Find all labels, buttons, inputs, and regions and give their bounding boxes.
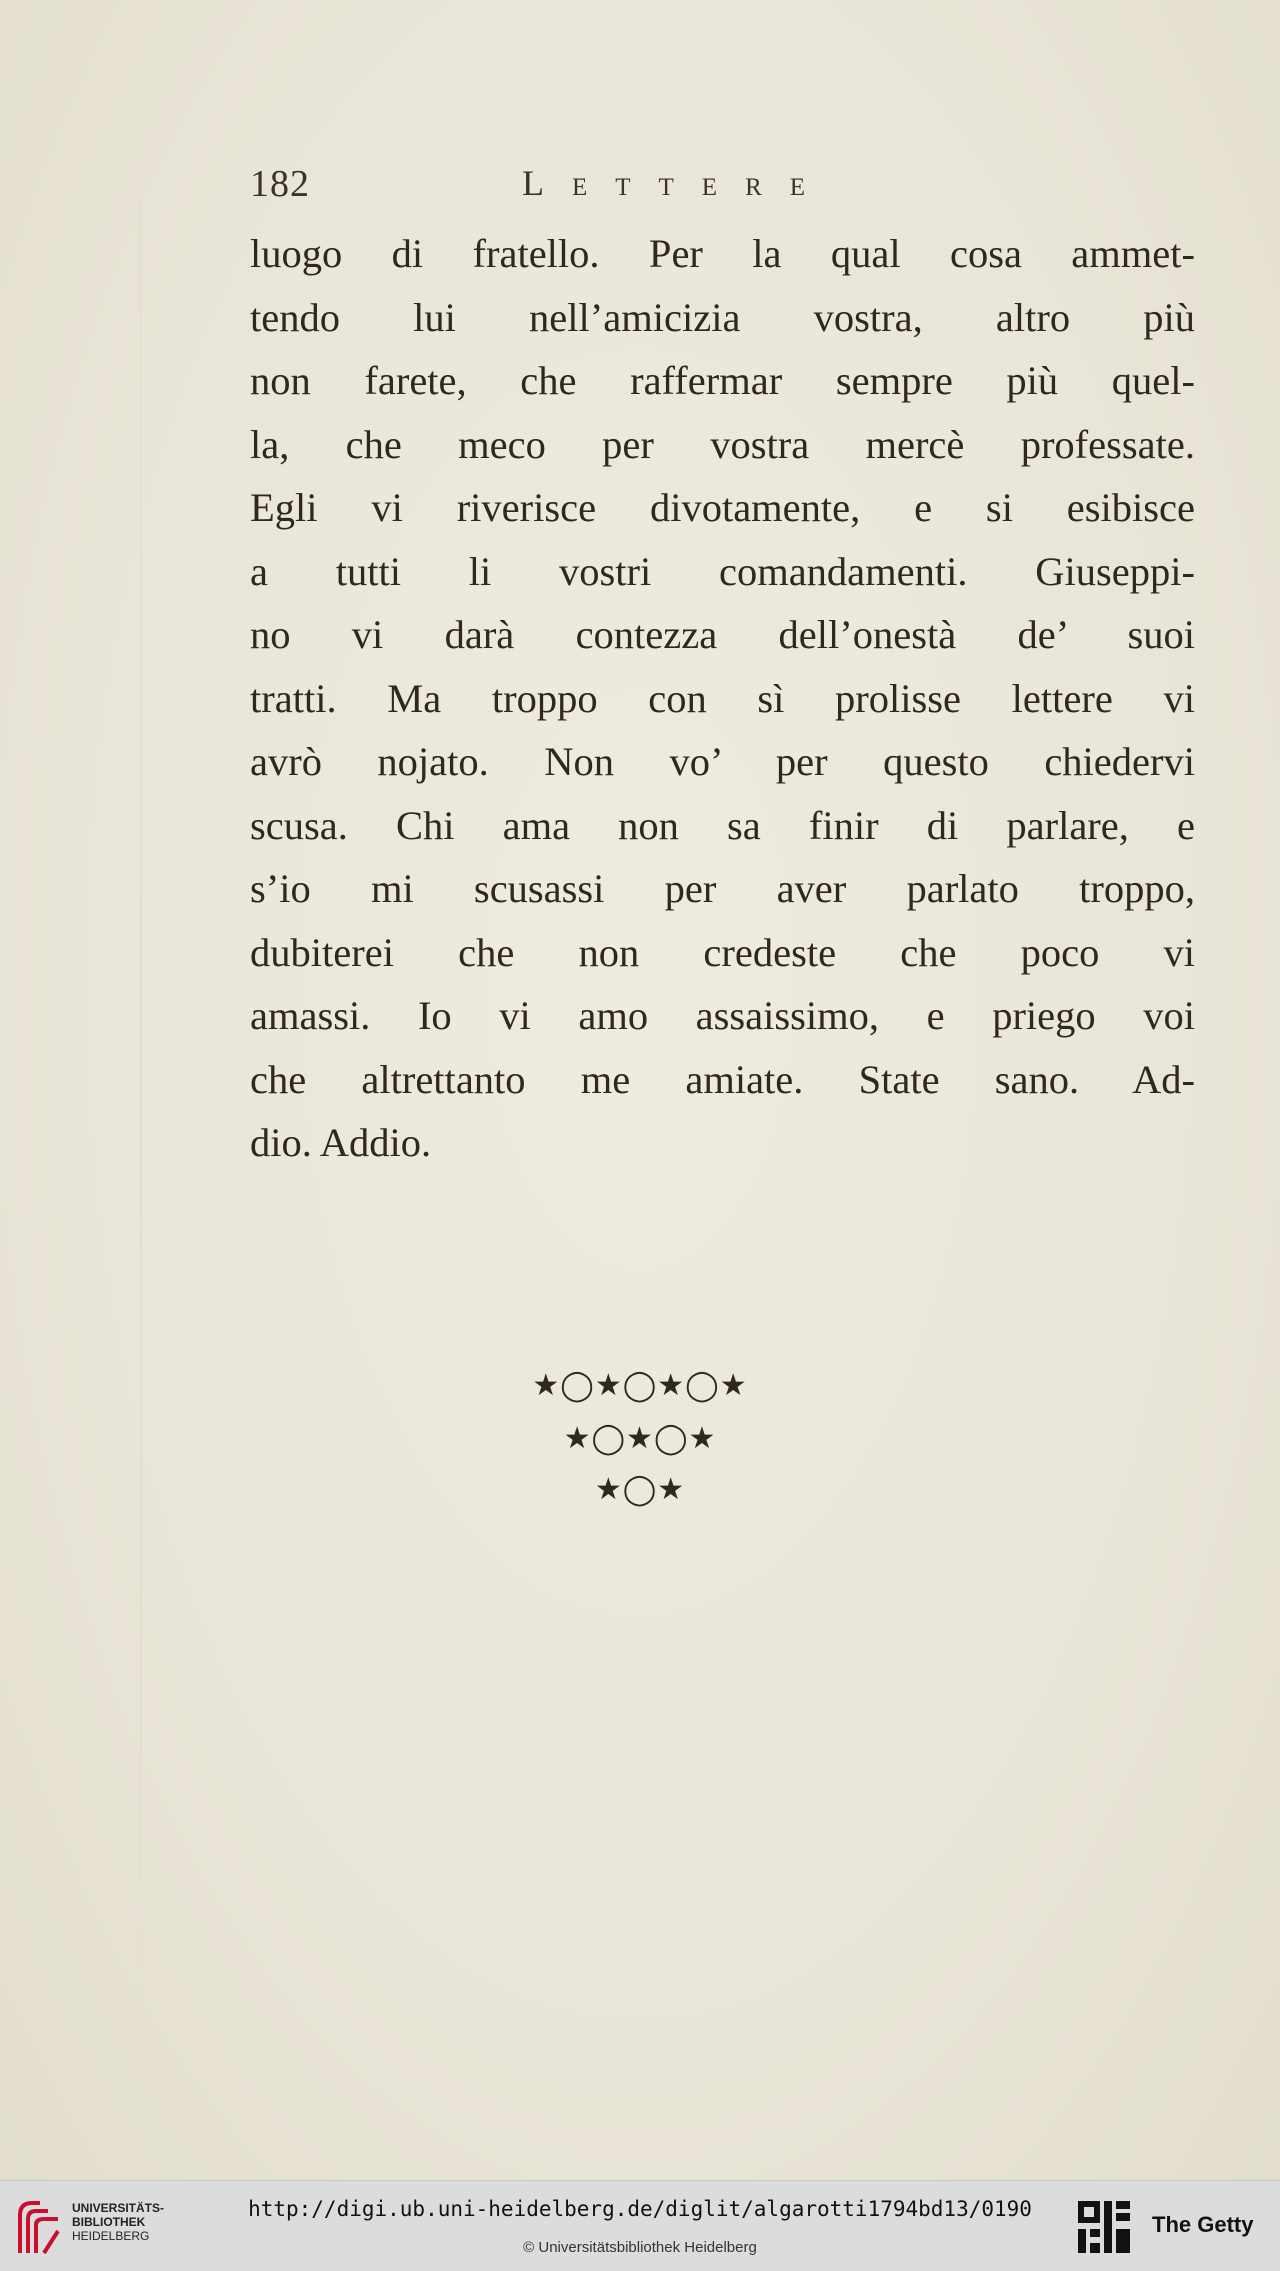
text-line: che altrettanto me amiate. State sano. Ad- [250, 1056, 1195, 1102]
library-name-line: UNIVERSITÄTS- [72, 2201, 165, 2215]
permalink-url[interactable]: http://digi.ub.uni-heidelberg.de/diglit/algarotti1794bd13/0190 [248, 2197, 1032, 2221]
ornament-row-3: ★◯★ [594, 1472, 686, 1507]
ornament-row-1: ★◯★◯★◯★ [532, 1368, 748, 1403]
letter-body [250, 222, 1195, 1175]
page-edge-shadow [140, 0, 142, 2180]
text-line: tratti. Ma troppo con sì prolisse lettere vi [250, 675, 1195, 721]
text-line: s’io mi scusassi per aver parlato troppo, [250, 866, 1195, 911]
getty-label: The Getty [1152, 2212, 1254, 2237]
text-line: scusa. Chi ama non sa finir di parlare, e [250, 802, 1195, 848]
page-number: 182 [250, 163, 310, 205]
text-line: amassi. Io vi amo assaissimo, e priego voi [250, 993, 1195, 1038]
library-name-line: BIBLIOTHEK [72, 2215, 146, 2229]
text-line: dubiterei che non credeste che poco vi [250, 929, 1195, 975]
ornament-row-2: ★◯★◯★ [563, 1421, 717, 1456]
text-line-last: dio. Addio. [250, 1120, 432, 1165]
library-name-line: HEIDELBERG [72, 2229, 150, 2243]
text-line: a tutti li vostri comandamenti. Giuseppi- [250, 548, 1195, 594]
text-line: luogo di fratello. Per la qual cosa ammet- [250, 231, 1195, 276]
page-header [250, 158, 950, 218]
text-line: no vi darà contezza dell’onestà de’ suoi [250, 612, 1195, 657]
text-line: avrò nojato. Non vo’ per questo chiedervi [250, 739, 1195, 784]
getty-logo-icon [1076, 2199, 1132, 2255]
text-line: non farete, che raffermar sempre più quel- [250, 358, 1195, 403]
copyright-notice: © Universitätsbibliothek Heidelberg [523, 2239, 757, 2256]
viewer-footer [0, 2180, 1280, 2271]
text-line: tendo lui nell’amicizia vostra, altro più [250, 294, 1195, 340]
running-head: Lettere [522, 163, 834, 203]
text-line: Egli vi riverisce divotamente, e si esibisce [250, 485, 1195, 530]
text-line: la, che meco per vostra mercè professate. [250, 421, 1195, 467]
